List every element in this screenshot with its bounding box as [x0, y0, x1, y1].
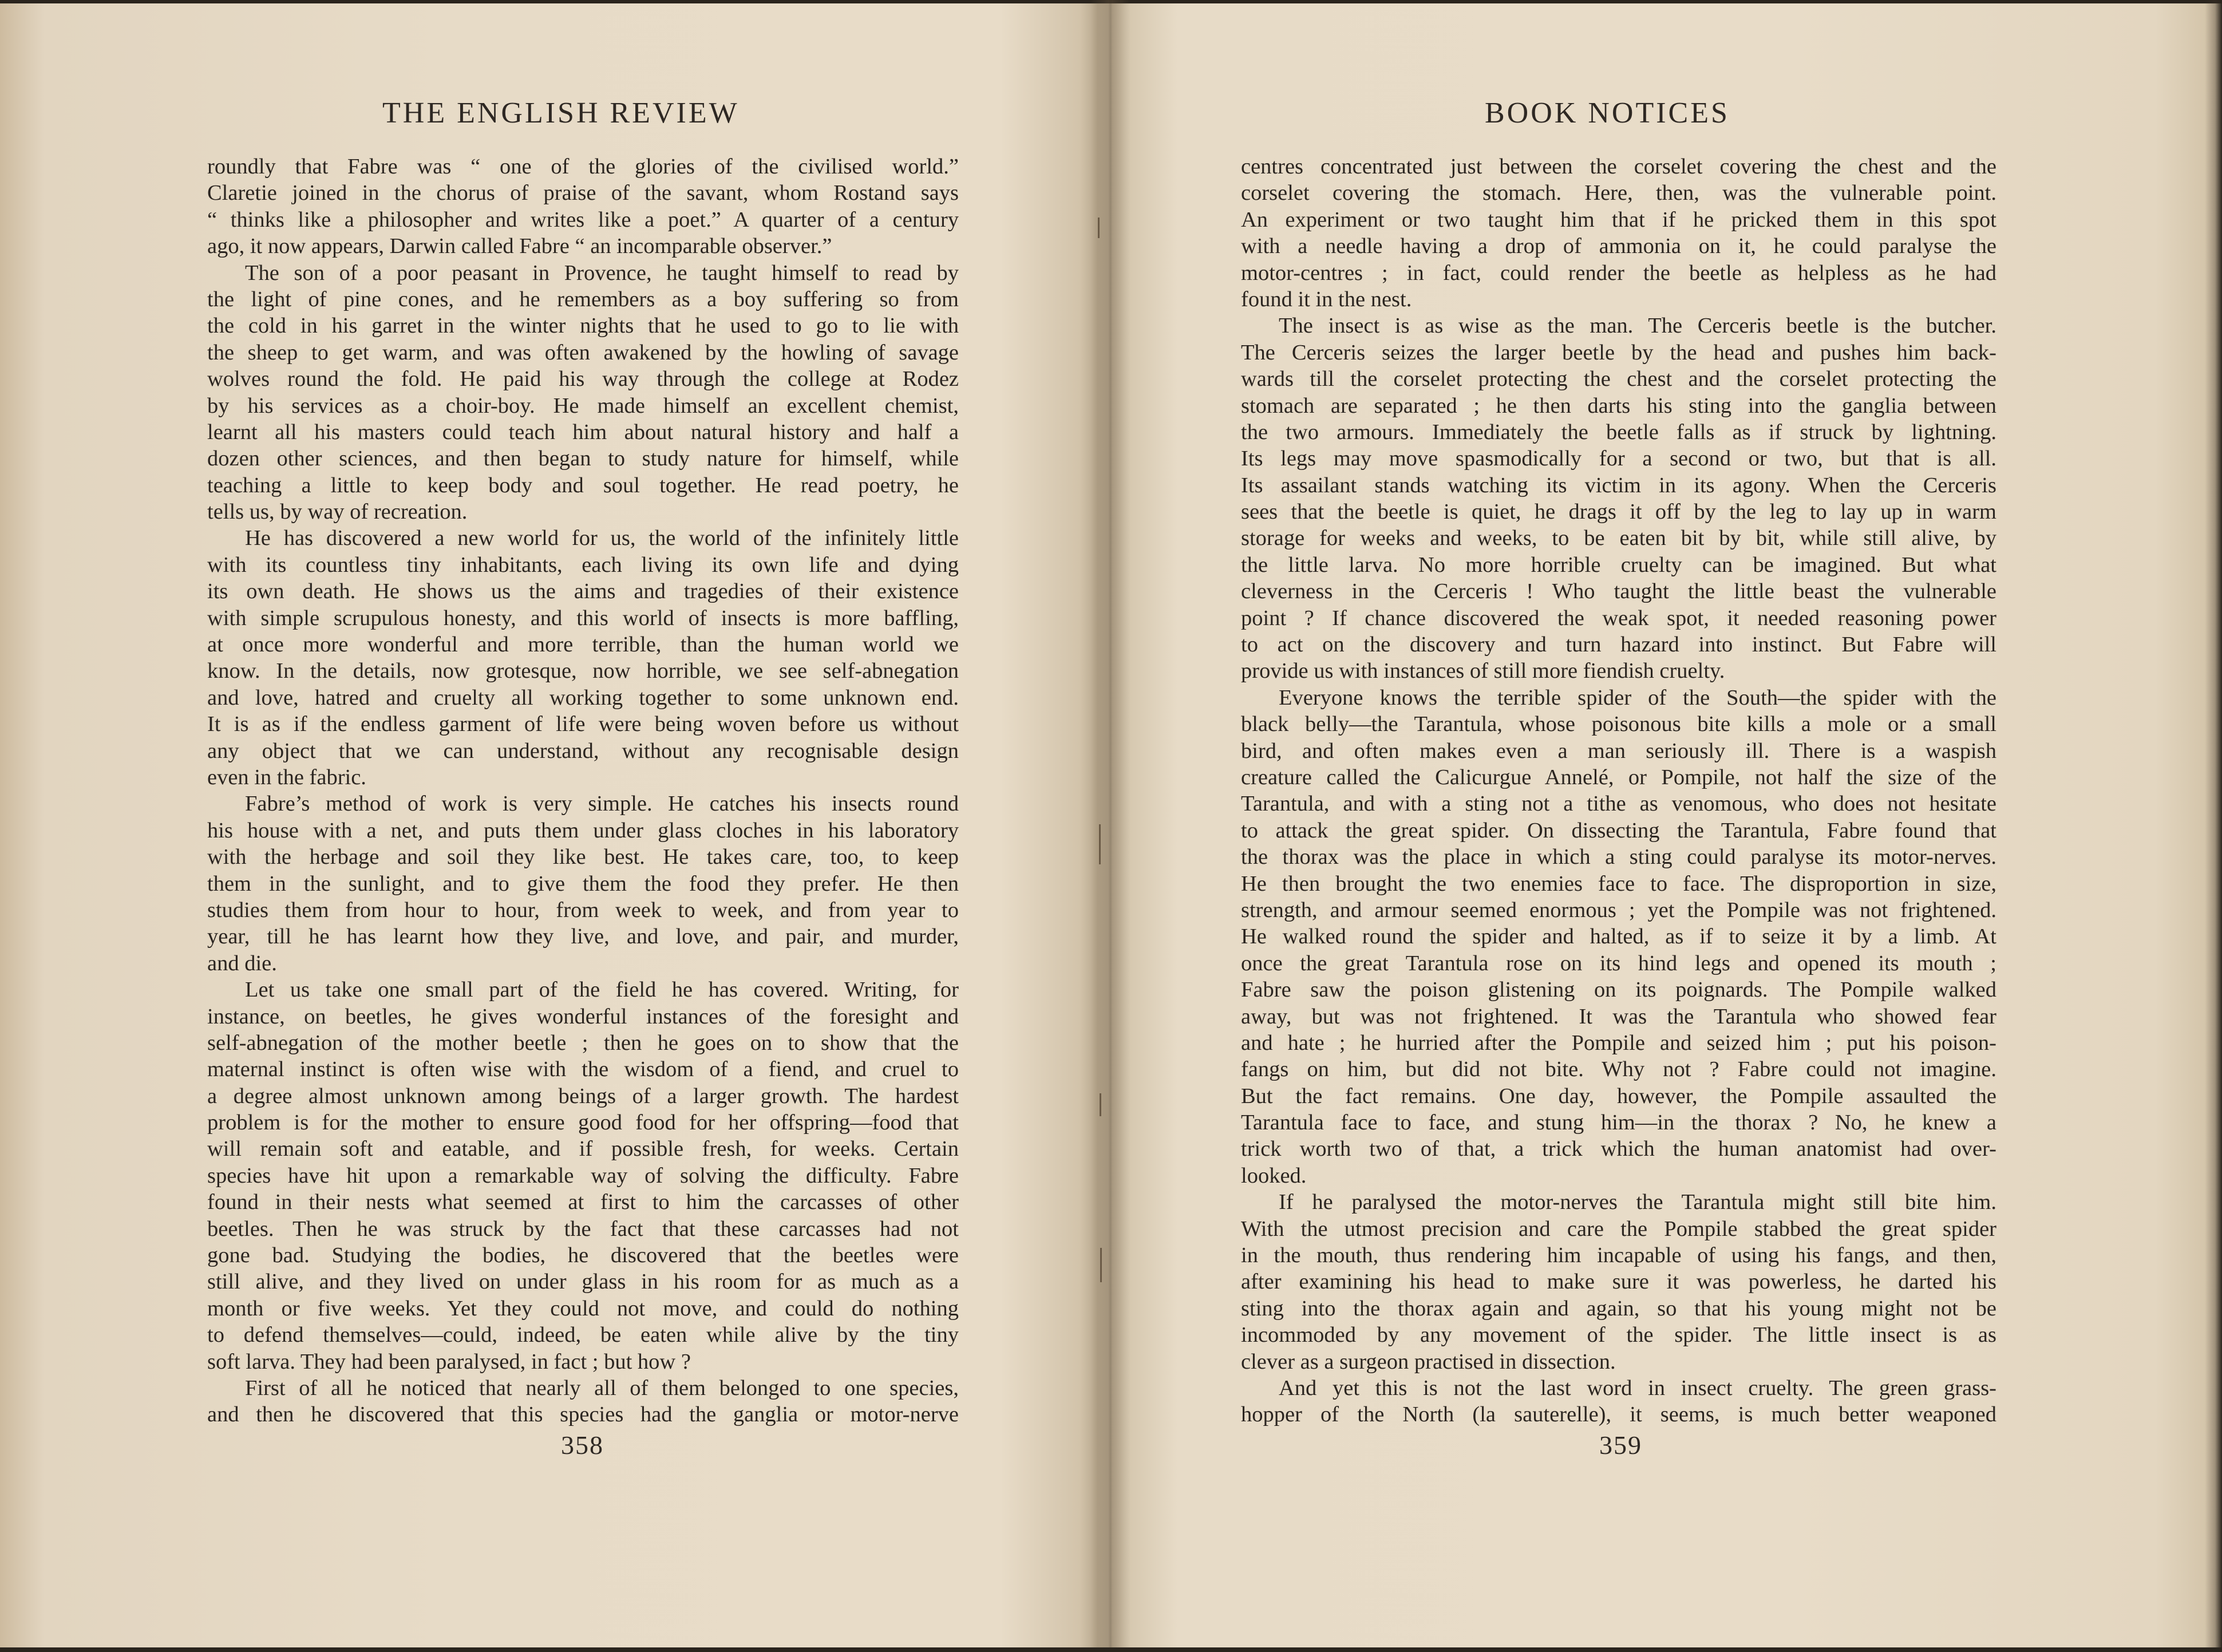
- text-line: black belly—the Tarantula, whose poisonous bite kills a mole or a small: [1241, 712, 1996, 737]
- text-line: his house with a net, and puts them under glass cloches in his laboratory: [207, 818, 959, 843]
- text-line: motor-centres ; in fact, could render the beetle as helpless as he had: [1241, 260, 1996, 285]
- text-line: creature called the Calicurgue Annelé, or Pompile, not half the size of the: [1241, 765, 1996, 789]
- text-line: maternal instinct is often wise with the wisdom of a fiend, and cruel to: [207, 1057, 959, 1082]
- text-line: instance, on beetles, he gives wonderful instances of the foresight and: [207, 1004, 959, 1029]
- text-line: to act on the discovery and turn hazard into instinct. But Fabre will: [1241, 633, 1996, 657]
- text-line: a degree almost unknown among beings of a larger growth. The hardest: [207, 1084, 959, 1108]
- text-line: Fabre saw the poison glistening on its poignards. The Pompile walked: [1241, 978, 1996, 1002]
- right-edge-shadow: [2205, 0, 2222, 1652]
- text-line: self-abnegation of the mother beetle ; then he goes on to show that the: [207, 1030, 959, 1055]
- text-line: Its legs may move spasmodically for a second or two, but that is all.: [1241, 446, 1996, 471]
- text-line: But the fact remains. One day, however, the Pompile assaulted the: [1241, 1084, 1996, 1108]
- text-line: problem is for the mother to ensure good food for her offspring—food that: [207, 1110, 959, 1135]
- text-line: sees that the beetle is quiet, he drags it off by the leg to lay up in warm: [1241, 500, 1996, 524]
- text-line: incommoded by any movement of the spider. The little insect is as: [1241, 1323, 1996, 1347]
- text-line: found it in the nest.: [1241, 287, 1412, 311]
- text-line: He walked round the spider and halted, as if to seize it by a limb. At: [1241, 924, 1996, 949]
- page-number: 359: [1599, 1430, 1642, 1460]
- text-line: away, but was not frightened. It was the Tarantula who showed fear: [1241, 1004, 1996, 1029]
- text-line: dozen other sciences, and then began to study nature for himself, while: [207, 446, 959, 471]
- text-line: The Cerceris seizes the larger beetle by the head and pushes him back-: [1241, 340, 1996, 365]
- text-line: studies them from hour to hour, from week to week, and from year to: [207, 898, 959, 922]
- text-line: point ? If chance discovered the weak spot, it needed reasoning power: [1241, 606, 1996, 630]
- text-line: Let us take one small part of the field he has covered. Writing, for: [245, 978, 959, 1002]
- text-line: First of all he noticed that nearly all of them belonged to one species,: [245, 1376, 959, 1400]
- text-line: Its assailant stands watching its victim in its agony. When the Cerceris: [1241, 473, 1996, 497]
- text-line: hopper of the North (la sauterelle), it seems, is much better weaponed: [1241, 1402, 1996, 1427]
- text-line: stomach are separated ; he then darts his sting into the ganglia between: [1241, 393, 1996, 418]
- text-line: And yet this is not the last word in insect cruelty. The green grass-: [1279, 1376, 1996, 1400]
- text-line: them in the sunlight, and to give them the food they prefer. He then: [207, 871, 959, 896]
- text-line: in the mouth, thus rendering him incapable of using his fangs, and then,: [1241, 1243, 1996, 1268]
- text-line: the little larva. No more horrible cruelty can be imagined. But what: [1241, 552, 1996, 577]
- text-line: by his services as a choir-boy. He made himself an excellent chemist,: [207, 393, 959, 418]
- text-line: and die.: [207, 951, 277, 975]
- text-line: wolves round the fold. He paid his way through the college at Rodez: [207, 367, 959, 392]
- text-line: With the utmost precision and care the Pompile stabbed the great spider: [1241, 1216, 1996, 1241]
- text-line: found in their nests what seemed at first to him the carcasses of other: [207, 1190, 959, 1215]
- text-line: and then he discovered that this species had the ganglia or motor-nerve: [207, 1402, 959, 1427]
- text-line: He has discovered a new world for us, the world of the infinitely little: [245, 526, 959, 551]
- text-line: its own death. He shows us the aims and tragedies of their existence: [207, 579, 959, 604]
- text-line: bird, and often makes even a man seriously ill. There is a waspish: [1241, 738, 1996, 763]
- text-line: cleverness in the Cerceris ! Who taught the little beast the vulnerable: [1241, 579, 1996, 604]
- text-line: corselet covering the stomach. Here, then, was the vulnerable point.: [1241, 181, 1996, 205]
- text-line: to attack the great spider. On dissecting the Tarantula, Fabre found that: [1241, 818, 1996, 843]
- text-line: ago, it now appears, Darwin called Fabre “ an incomparable observer.”: [207, 234, 832, 259]
- text-line: “ thinks like a philosopher and writes like a poet.” A quarter of a century: [207, 207, 959, 232]
- text-line: and love, hatred and cruelty all working together to some unknown end.: [207, 685, 959, 710]
- text-line: with its countless tiny inhabitants, each living its own life and dying: [207, 552, 959, 577]
- text-line: with a needle having a drop of ammonia on it, he could paralyse the: [1241, 234, 1996, 259]
- text-line: species have hit upon a remarkable way of solving the difficulty. Fabre: [207, 1163, 959, 1188]
- text-line: storage for weeks and weeks, to be eaten bit by bit, while still alive, by: [1241, 526, 1996, 551]
- right-page: [1112, 0, 2222, 1652]
- text-line: the sheep to get warm, and was often awakened by the howling of savage: [207, 340, 959, 365]
- text-line: fangs on him, but did not bite. Why not ? Fabre could not imagine.: [1241, 1057, 1996, 1082]
- text-line: still alive, and they lived on under glass in his room for as much as a: [207, 1270, 959, 1294]
- body-text: [207, 153, 959, 1428]
- text-line: after examining his head to make sure it was powerless, he darted his: [1241, 1270, 1996, 1294]
- body-text: [1241, 153, 1996, 1428]
- text-line: If he paralysed the motor-nerves the Tarantula might still bite him.: [1279, 1190, 1996, 1215]
- running-head: THE ENGLISH REVIEW: [382, 97, 740, 129]
- text-line: Tarantula, and with a sting not a tithe as venomous, who does not hesitate: [1241, 792, 1996, 816]
- text-line: the thorax was the place in which a sting could paralyse its motor-nerves.: [1241, 845, 1996, 870]
- text-line: clever as a surgeon practised in dissection.: [1241, 1349, 1616, 1374]
- text-line: and hate ; he hurried after the Pompile and seized him ; put his poison-: [1241, 1030, 1996, 1055]
- text-line: Fabre’s method of work is very simple. He catches his insects round: [245, 792, 959, 816]
- running-head: BOOK NOTICES: [1485, 97, 1730, 129]
- text-line: beetles. Then he was struck by the fact that these carcasses had not: [207, 1216, 959, 1241]
- text-line: looked.: [1241, 1163, 1307, 1188]
- text-line: the cold in his garret in the winter nights that he used to go to lie with: [207, 314, 959, 338]
- text-line: soft larva. They had been paralysed, in fact ; but how ?: [207, 1349, 691, 1374]
- text-line: sting into the thorax again and again, so that his young might not be: [1241, 1296, 1996, 1321]
- text-line: provide us with instances of still more fiendish cruelty.: [1241, 659, 1725, 683]
- text-line: centres concentrated just between the corselet covering the chest and the: [1241, 155, 1996, 179]
- text-line: strength, and armour seemed enormous ; yet the Pompile was not frightened.: [1241, 898, 1996, 922]
- text-line: It is as if the endless garment of life were being woven before us without: [207, 712, 959, 737]
- left-page: [0, 0, 1110, 1652]
- page-number: 358: [561, 1430, 604, 1460]
- text-line: to defend themselves—could, indeed, be eaten while alive by the tiny: [207, 1323, 959, 1347]
- text-line: know. In the details, now grotesque, now horrible, we see self-abnegation: [207, 659, 959, 683]
- text-line: roundly that Fabre was “ one of the glories of the civilised world.”: [207, 155, 959, 179]
- text-line: at once more wonderful and more terrible, than the human world we: [207, 633, 959, 657]
- text-line: tells us, by way of recreation.: [207, 500, 468, 524]
- text-line: month or five weeks. Yet they could not move, and could do nothing: [207, 1296, 959, 1321]
- text-line: Everyone knows the terrible spider of the South—the spider with the: [1279, 685, 1996, 710]
- text-line: Claretie joined in the chorus of praise of the savant, whom Rostand says: [207, 181, 959, 205]
- text-line: with simple scrupulous honesty, and this world of insects is more baffling,: [207, 606, 959, 630]
- text-line: An experiment or two taught him that if he pricked them in this spot: [1241, 207, 1996, 232]
- text-line: even in the fabric.: [207, 765, 366, 789]
- text-line: The insect is as wise as the man. The Cerceris beetle is the butcher.: [1279, 314, 1996, 338]
- text-line: year, till he has learnt how they live, and love, and pair, and murder,: [207, 924, 959, 949]
- text-line: teaching a little to keep body and soul together. He read poetry, he: [207, 473, 959, 497]
- text-line: with the herbage and soil they like best. He takes care, too, to keep: [207, 845, 959, 870]
- text-line: The son of a poor peasant in Provence, he taught himself to read by: [245, 260, 959, 285]
- text-line: any object that we can understand, without any recognisable design: [207, 738, 959, 763]
- text-line: wards till the corselet protecting the chest and the corselet protecting the: [1241, 367, 1996, 392]
- text-line: gone bad. Studying the bodies, he discovered that the beetles were: [207, 1243, 959, 1268]
- text-line: He then brought the two enemies face to face. The disproportion in size,: [1241, 871, 1996, 896]
- text-line: the two armours. Immediately the beetle falls as if struck by lightning.: [1241, 420, 1996, 444]
- text-line: once the great Tarantula rose on its hind legs and opened its mouth ;: [1241, 951, 1996, 975]
- bottom-edge-shadow: [0, 1647, 2222, 1652]
- text-line: the light of pine cones, and he remembers as a boy suffering so from: [207, 287, 959, 311]
- text-line: will remain soft and eatable, and if possible fresh, for weeks. Certain: [207, 1137, 959, 1161]
- text-line: Tarantula face to face, and stung him—in the thorax ? No, he knew a: [1241, 1110, 1996, 1135]
- text-line: trick worth two of that, a trick which the human anatomist had over-: [1241, 1137, 1996, 1161]
- text-line: learnt all his masters could teach him about natural history and half a: [207, 420, 959, 444]
